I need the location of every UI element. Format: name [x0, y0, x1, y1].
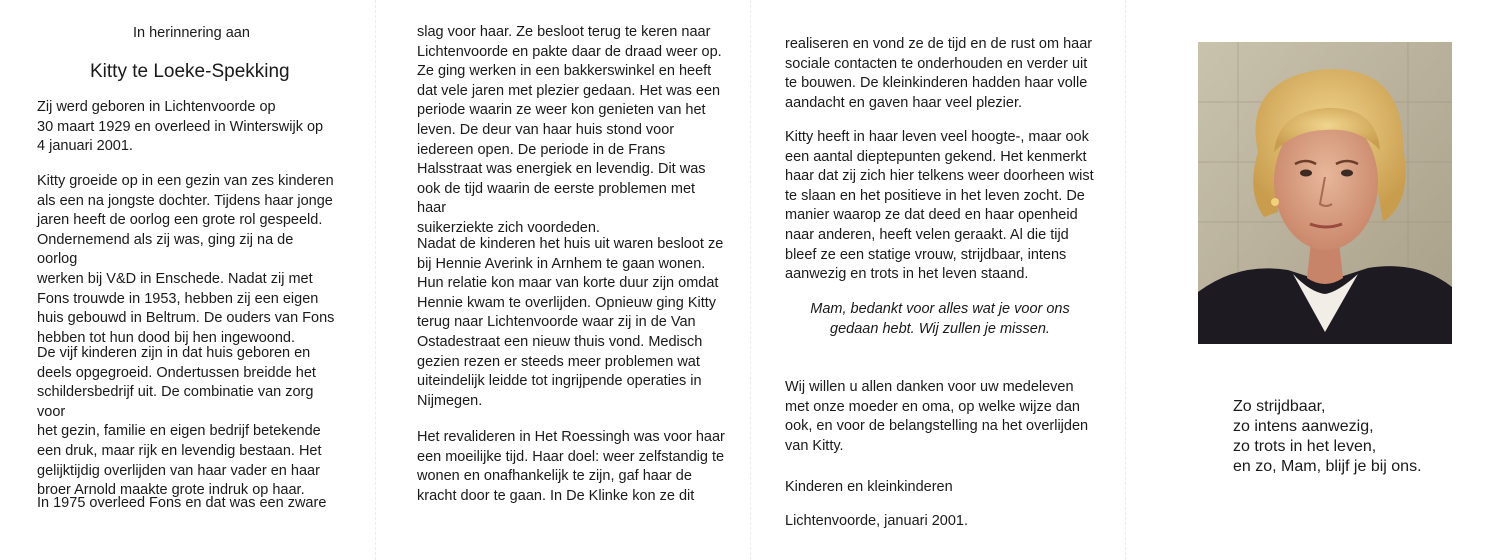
signature: Kinderen en kleinkinderen [785, 479, 953, 495]
text-line: slag voor haar. Ze besloot terug te keren naar [417, 24, 711, 40]
paragraph-birth [37, 98, 337, 157]
text-line: ook de tijd waarin de eerste problemen met haar [417, 180, 696, 217]
text-line: jaren heeft de oorlog een grote rol gespeeld. [37, 212, 323, 229]
text-line: Fons trouwde in 1953, hebben zij een eigen [37, 290, 319, 307]
paragraph-thanks [785, 378, 1095, 456]
text-line: realiseren en vond ze de tijd en de rust om haar [785, 36, 1093, 52]
text-line: 4 januari 2001. [37, 138, 133, 155]
text-line: Hun relatie kon maar van korte duur zijn omdat [417, 275, 719, 292]
paragraph-children [37, 344, 337, 501]
place-date: Lichtenvoorde, januari 2001. [785, 513, 968, 529]
farewell-quote [785, 300, 1095, 339]
text-line: hebben tot hun dood bij hen ingewoond. [37, 329, 295, 346]
text-line: sociale contacten te onderhouden en verder uit [785, 55, 1088, 72]
text-line: Halsstraat was energiek en levendig. Dit was [417, 161, 706, 178]
poem-line: Zo strijdbaar, [1233, 398, 1326, 415]
text-line: aandacht en gaven haar veel plezier. [785, 94, 1023, 111]
poem-line: zo intens aanwezig, [1233, 418, 1374, 435]
text-line: Lichtenvoorde en pakte daar de draad weer op. [417, 43, 722, 60]
text-line: dat vele jaren met plezier gedaan. Het was een [417, 82, 721, 99]
poem [1233, 397, 1493, 477]
text-line: Nadat de kinderen het huis uit waren besloot ze [417, 236, 724, 252]
deceased-name: Kitty te Loeke-Spekking [90, 61, 290, 82]
paragraph-rehab [417, 428, 727, 506]
paragraph-grandchildren [785, 35, 1095, 113]
text-line: aanwezig en trots in het leven staand. [785, 266, 1029, 283]
text-line: broer Arnold maakte grote indruk op haar. [37, 482, 305, 499]
text-line: Hennie kwam te overlijden. Opnieuw ging Kitty [417, 294, 717, 311]
text-line: periode waarin ze weer kon genieten van het [417, 102, 706, 119]
text-line: een moeilijke tijd. Haar doel: weer zelfstandig te [417, 448, 725, 465]
text-line: kracht door te gaan. In De Klinke kon ze dit [417, 487, 695, 504]
text-line: 30 maart 1929 en overleed in Winterswijk op [37, 118, 324, 135]
panel-3 [750, 0, 1125, 560]
text-line: huis gebouwd in Beltrum. De ouders van Fons [37, 310, 335, 327]
text-line: een druk, maar rijk en levendig bestaan. Het [37, 442, 322, 459]
poem-line: zo trots in het leven, [1233, 438, 1377, 455]
text-line: Wij willen u allen danken voor uw medeleven [785, 379, 1074, 395]
paragraph-1975 [37, 494, 337, 514]
text-line: Ze ging werken in een bakkerswinkel en heeft [417, 63, 712, 80]
text-line: te bouwen. De kleinkinderen hadden haar volle [785, 75, 1088, 92]
paragraph-character [785, 128, 1095, 285]
intro-text: In herinnering aan [133, 25, 250, 41]
text-line: het gezin, familie en eigen bedrijf betekende [37, 423, 321, 440]
text-line: bleef ze een statige vrouw, strijdbaar, intens [785, 246, 1067, 263]
text-line: leven. De deur van haar huis stond voor [417, 121, 675, 138]
text-line: wonen en onafhankelijk te zijn, gaf haar de [417, 468, 692, 485]
text-line: een aantal dieptepunten gekend. Het kenmerkt [785, 148, 1087, 165]
text-line: Kitty heeft in haar leven veel hoogte-, maar ook [785, 129, 1089, 145]
text-line: In 1975 overleed Fons en dat was een zware [37, 495, 327, 511]
text-line: met onze moeder en oma, op welke wijze dan [785, 398, 1080, 415]
text-line: deels opgegroeid. Ondertussen breidde het [37, 364, 316, 381]
paragraph-arnhem [417, 235, 727, 411]
text-line: te slaan en het positieve in het leven zocht. De [785, 187, 1085, 204]
text-line: Ondernemend als zij was, ging zij na de oorlog [37, 231, 294, 268]
text-line: naar anderen, heeft velen geraakt. Al die tijd [785, 226, 1069, 243]
text-line: Het revalideren in Het Roessingh was voor haar [417, 429, 725, 445]
text-line: Nijmegen. [417, 392, 483, 409]
text-line: gelijktijdig overlijden van haar vader en haar [37, 462, 320, 479]
text-line: Ostadestraat een nieuw thuis vond. Medisch [417, 333, 703, 350]
text-line: Kitty groeide op in een gezin van zes kinderen [37, 173, 334, 189]
text-line: suikerziekte zich voordeden. [417, 219, 600, 236]
text-line: schildersbedrijf uit. De combinatie van zorg voor [37, 384, 314, 420]
portrait-photo [1198, 42, 1452, 344]
text-line: ook, en voor de belangstelling na het overlijden [785, 418, 1089, 435]
text-line: Mam, bedankt voor alles wat je voor ons [810, 301, 1070, 317]
text-line: gedaan hebt. Wij zullen je missen. [830, 320, 1050, 337]
text-line: gezien rezen er steeds meer problemen wat [417, 353, 700, 370]
text-line: Zij werd geboren in Lichtenvoorde op [37, 99, 276, 115]
text-line: De vijf kinderen zijn in dat huis geboren en [37, 345, 311, 361]
text-line: terug naar Lichtenvoorde waar zij in de Van [417, 314, 696, 331]
poem-line: en zo, Mam, blijf je bij ons. [1233, 458, 1422, 475]
text-line: iedereen open. De periode in de Frans [417, 141, 666, 158]
panel-2 [375, 0, 750, 560]
paragraph-return [417, 23, 727, 239]
text-line: uiteindelijk leidde tot ingrijpende operaties in [417, 373, 702, 390]
text-line: werken bij V&D in Enschede. Nadat zij met [37, 270, 313, 287]
text-line: van Kitty. [785, 437, 844, 454]
panel-4 [1125, 0, 1500, 560]
paragraph-youth [37, 172, 337, 348]
text-line: bij Hennie Averink in Arnhem te gaan wonen. [417, 255, 706, 272]
panel-1 [0, 0, 375, 560]
text-line: manier waarop ze dat deed en haar openheid [785, 207, 1078, 224]
text-line: haar dat zij zich hier telkens weer doorheen wist [785, 168, 1094, 185]
text-line: als een na jongste dochter. Tijdens haar jonge [37, 192, 333, 209]
